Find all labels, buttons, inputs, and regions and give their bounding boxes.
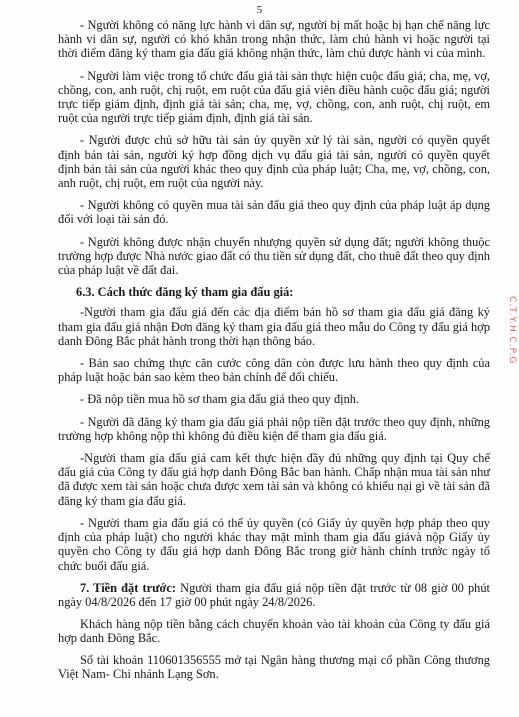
paragraph-id-copy: - Bản sao chứng thực căn cước công dân còn được lưu hành theo quy định của pháp luật hoặc bản sao kèm theo bản chính để đối chiếu. bbox=[58, 356, 490, 385]
paragraph-ineligible-no-purchase-right: - Người không có quyền mua tài sản đấu giá theo quy định của pháp luật áp dụng đối với loại tài sản đó. bbox=[58, 198, 490, 227]
paragraph-ineligible-land-transfer: - Người không được nhận chuyển nhượng quyền sử dụng đất; người không thuộc trường hợp được Nhà nước giao đất có thu tiền sử dụng đất, cho thuê đất theo quy định của pháp luật về đất đai. bbox=[58, 234, 490, 278]
paragraph-deposit-requirement: - Người đã đăng ký tham gia đấu giá phải nộp tiền đặt trước theo quy định, những trường hợp không nộp thì không đủ điều kiện để tham gia đấu giá. bbox=[58, 414, 490, 443]
paragraph-ineligible-owner-representatives: - Người được chủ sở hữu tài sản ủy quyền xử lý tài sản, người có quyền quyết định bán tài sản, người ký hợp đồng dịch vụ đấu giá tài sản, người có quyền quyết định bán tài sản của người khác theo quy định của pháp luật; Cha, mẹ, vợ, chồng, con, anh ruột, chị ruột, em ruột của người này. bbox=[58, 133, 490, 191]
paragraph-payment-method: Khách hàng nộp tiền bằng cách chuyển khoản vào tài khoản của Công ty đấu giá hợp danh Đông Bắc. bbox=[58, 617, 490, 646]
paragraph-ineligible-staff-relatives: - Người làm việc trong tổ chức đấu giá tài sản thực hiện cuộc đấu giá; cha, mẹ, vợ, chồng, con, anh ruột, chị ruột, em ruột của đấu giá viên điều hành cuộc đấu giá; người trực tiếp giám định, định giá tài sản; cha, mẹ, vợ, chồng, con, anh ruột, chị ruột, em ruột của người trực tiếp giám định, định giá tài sản. bbox=[58, 68, 491, 126]
deposit-period-text: Người tham gia đấu giá nộp tiền đặt trước từ 08 giờ 00 phút ngày 04/8/2026 đến 17 giờ 00 phút ngày 24/8/2026. bbox=[58, 580, 490, 609]
paragraph-dossier-fee: - Đã nộp tiền mua hồ sơ tham gia đấu giá theo quy định. bbox=[80, 392, 360, 407]
paragraph-bank-account: Số tài khoản 110601356555 mở tại Ngân hàng thương mại cổ phần Công thương Việt Nam- Chi nhánh Lạng Sơn. bbox=[58, 652, 490, 681]
paragraph-ineligible-capacity: - Người không có năng lực hành vi dân sự, người bị mất hoặc bị hạn chế năng lực hành vi dân sự, người có khó khăn trong nhận thức, làm chủ hành vi hoặc người tại thời điểm đăng ký tham gia đấu giá không nhận thức, làm chủ được hành vi của mình. bbox=[58, 18, 490, 61]
section-heading-7: 7. Tiền đặt trước: bbox=[80, 580, 177, 595]
paragraph-authorization: - Người tham gia đấu giá có thể ủy quyền (có Giấy ủy quyền hợp pháp theo quy định của pháp luật) cho người khác thay mặt mình tham gia đấu giávà nộp Giấy ủy quyền cho Công ty đấu giá hợp danh Đông Bắc trong giờ hành chính trước ngày tổ chức buổi đấu giá. bbox=[58, 515, 490, 573]
page-number: 5 bbox=[256, 4, 263, 16]
paragraph-commitment: -Người tham gia đấu giá cam kết thực hiện đầy đủ những quy định tại Quy chế đấu giá của Công ty đấu giá hợp danh Đông Bắc ban hành. Chấp nhận mua tài sản như đã được xem tài sản hoặc chưa được xem tài sản và không có khiếu nại gì về tài sản đã đăng ký tham gia đấu giá. bbox=[58, 451, 490, 508]
paragraph-registration-form: -Người tham gia đấu giá đến các địa điểm bán hồ sơ tham gia đấu giá đăng ký tham gia đấu giá nhận Đơn đăng ký tham gia đấu giá theo mẫu do Công ty đấu giá hợp danh Đông Bắc phát hành trong thời hạn thông báo. bbox=[58, 305, 490, 348]
margin-stamp: C.T.Y.H.C.P.G bbox=[507, 296, 517, 365]
section-heading-6-3: 6.3. Cách thức đăng ký tham gia đấu giá: bbox=[76, 285, 294, 300]
document-body bbox=[58, 18, 490, 688]
section-7-deposit bbox=[58, 581, 490, 609]
